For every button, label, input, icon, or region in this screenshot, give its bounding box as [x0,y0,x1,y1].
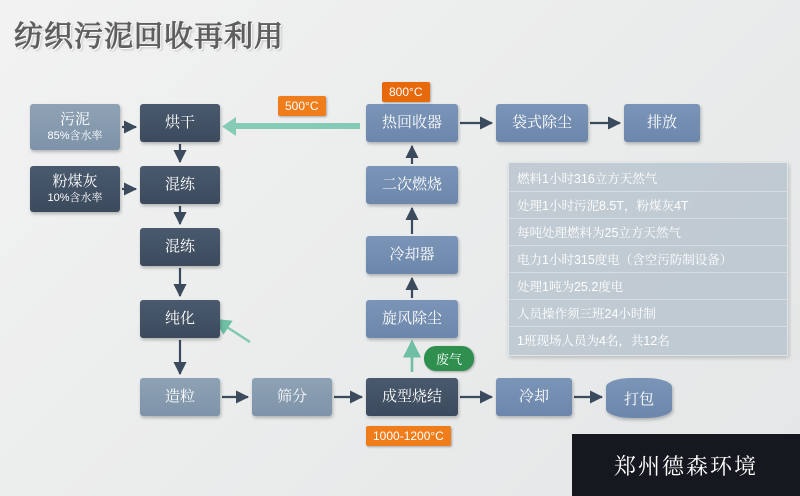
node-baling[interactable] [606,378,672,418]
badge-temp-500-label: 500°C [285,99,319,113]
node-mixing-2[interactable] [140,228,220,266]
node-cooler-label: 冷却器 [389,245,435,263]
node-bag-filter-label: 袋式除尘 [511,113,572,131]
node-sintering[interactable] [366,378,458,416]
node-screening[interactable] [252,378,332,416]
node-baling-label: 打包 [623,390,654,408]
node-drying[interactable] [140,104,220,142]
badge-temp-800-label: 800°C [389,85,423,99]
node-heat-recovery-label: 热回收器 [381,113,442,131]
node-cyclone-dust[interactable] [366,300,458,338]
note-row: 处理1小时污泥8.5T，粉煤灰4T [509,192,787,219]
note-row: 1班现场人员为4名，共12名 [517,334,670,348]
note-row: 处理1吨为25.2度电 [509,273,787,300]
notes-panel [508,162,788,356]
node-heat-recovery[interactable] [366,104,458,142]
badge-temp-1000-1200-label: 1000-1200°C [373,429,444,443]
node-cooler[interactable] [366,236,458,274]
node-granulation-label: 造粒 [164,387,195,405]
node-discharge[interactable] [624,104,700,142]
node-flyash-sub: 10%含水率 [47,191,103,204]
note-row: 燃料1小时316立方天然气 [509,165,787,192]
node-cooling-label: 冷却 [518,387,549,405]
badge-temp-800 [382,82,430,102]
node-cyclone-dust-label: 旋风除尘 [381,309,442,327]
badge-temp-1000-1200 [366,426,451,446]
node-drying-label: 烘干 [164,113,195,131]
label-waste-gas [424,346,474,371]
node-purification-label: 纯化 [164,309,195,327]
node-cooling[interactable] [496,378,572,416]
node-bag-filter[interactable] [496,104,588,142]
node-granulation[interactable] [140,378,220,416]
node-flyash[interactable] [30,166,120,212]
node-sludge[interactable] [30,104,120,150]
node-sludge-sub: 85%含水率 [47,129,103,142]
note-row: 人员操作须三班24小时制 [509,300,787,327]
node-flyash-label: 粉煤灰 [52,172,98,190]
node-secondary-combustion[interactable] [366,166,458,204]
node-purification[interactable] [140,300,220,338]
note-row: 电力1小时315度电（含空污防制设备） [509,246,787,273]
node-mixing-1-label: 混练 [164,175,195,193]
node-sintering-label: 成型烧结 [381,387,442,405]
company-logo-text: 郑州德森环境 [613,453,758,479]
node-mixing-1[interactable] [140,166,220,204]
badge-temp-500 [278,96,326,116]
node-discharge-label: 排放 [646,113,677,131]
company-logo [572,434,800,496]
note-row: 每吨处理燃料为25立方天然气 [509,219,787,246]
label-waste-gas-text: 废气 [436,352,463,367]
node-sludge-label: 污泥 [59,110,90,128]
node-mixing-2-label: 混练 [164,237,195,255]
page-title: 纺织污泥回收再利用 [14,21,285,53]
node-secondary-combustion-label: 二次燃烧 [381,175,442,193]
node-screening-label: 筛分 [276,387,307,405]
